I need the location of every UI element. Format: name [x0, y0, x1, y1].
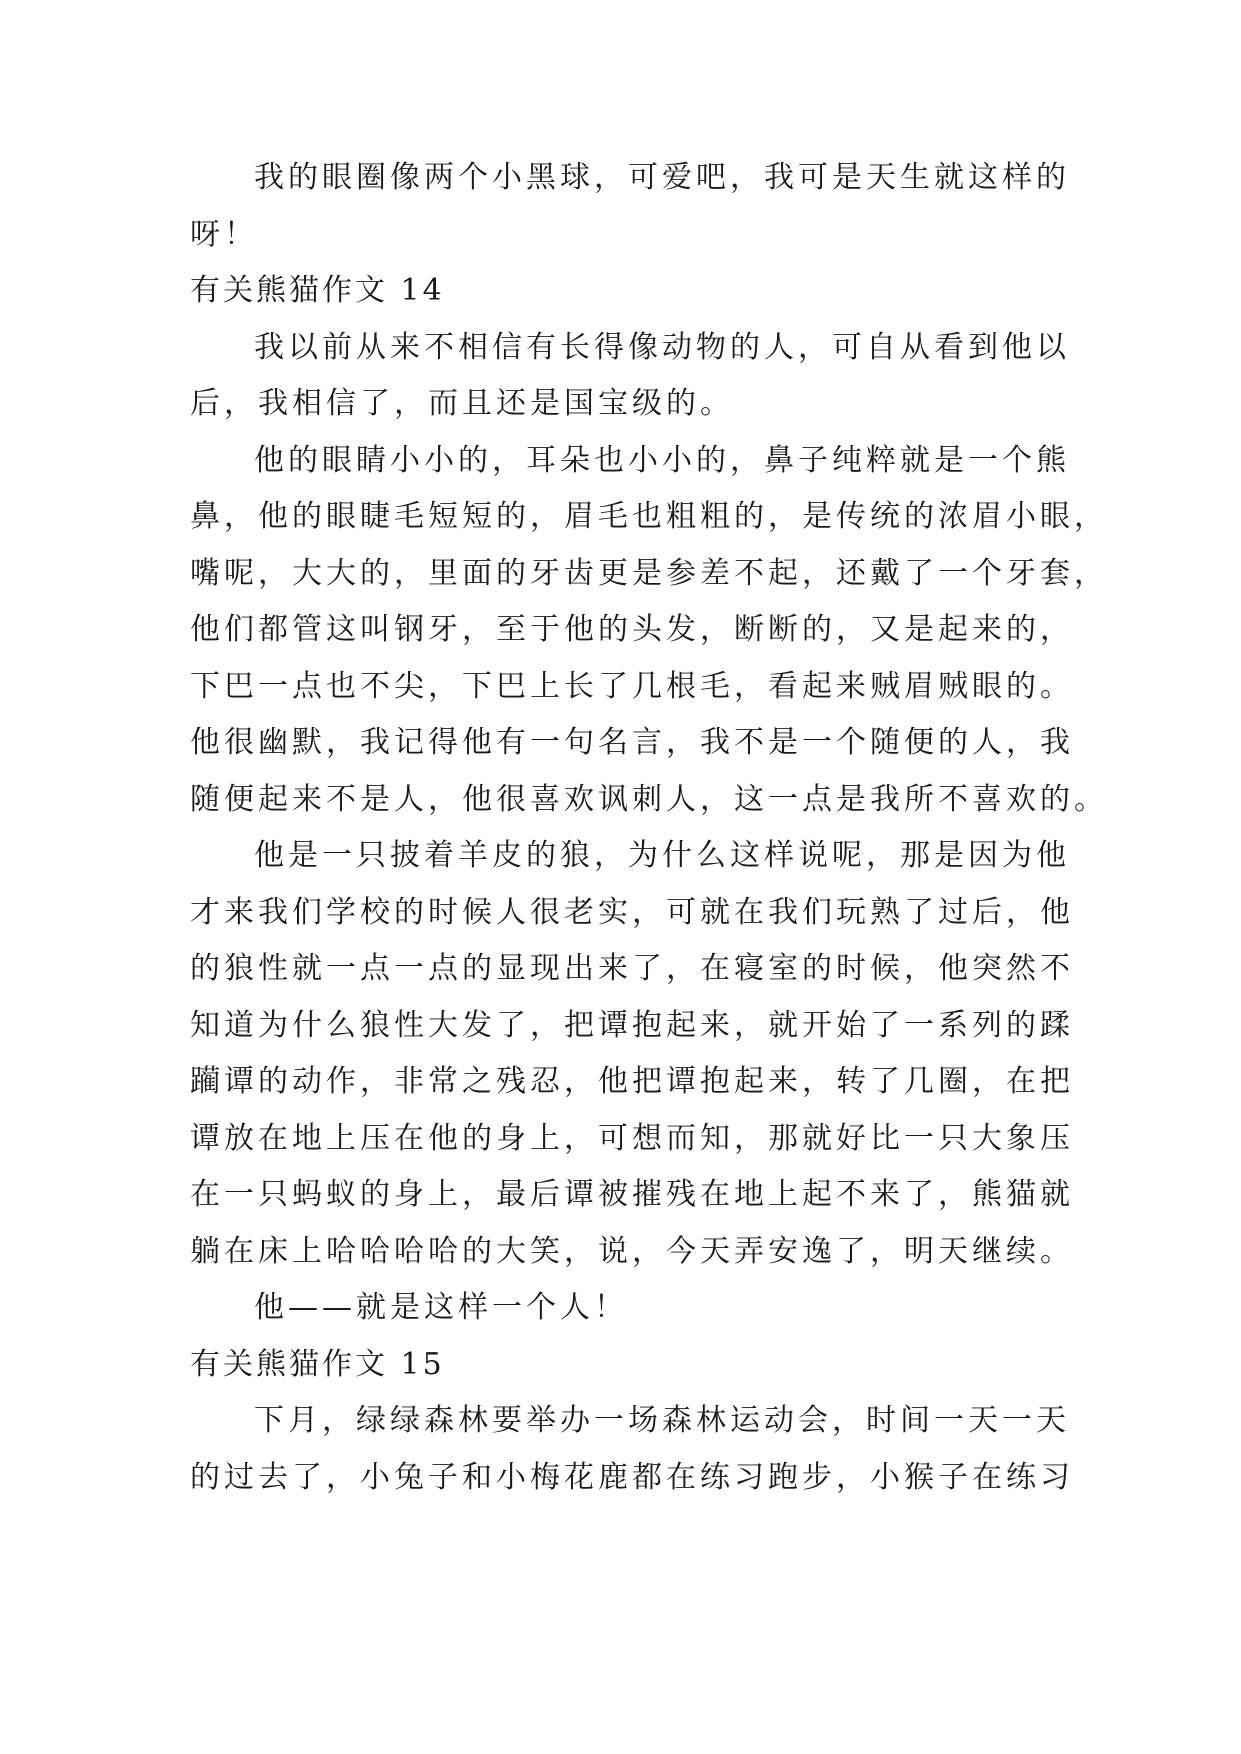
- text-line: 的狼性就一点一点的显现出来了，在寝室的时候，他突然不: [190, 951, 1074, 986]
- text-line: 鼻，他的眼睫毛短短的，眉毛也粗粗的，是传统的浓眉小眼，: [190, 499, 1108, 534]
- text-line: 他的眼睛小小的，耳朵也小小的，鼻子纯粹就是一个熊: [254, 442, 1070, 478]
- text-line: 的过去了，小兔子和小梅花鹿都在练习跑步，小猴子在练习: [190, 1459, 1074, 1495]
- text-line: 我的眼圈像两个小黑球，可爱吧，我可是天生就这样的: [254, 160, 1070, 195]
- text-line: 知道为什么狼性大发了，把谭抱起来，就开始了一系列的蹂: [190, 1007, 1074, 1043]
- text-line: 谭放在地上压在他的身上，可想而知，那就好比一只大象压: [190, 1120, 1074, 1156]
- text-line: 躺在床上哈哈哈哈的大笑，说，今天弄安逸了，明天继续。: [190, 1233, 1074, 1269]
- text-line: 我以前从来不相信有长得像动物的人，可自从看到他以: [254, 329, 1070, 365]
- essay-heading: 有关熊猫作文 15: [190, 1346, 445, 1382]
- text-line: 才来我们学校的时候人很老实，可就在我们玩熟了过后，他: [190, 894, 1074, 930]
- text-line: 在一只蚂蚁的身上，最后谭被摧残在地上起不来了，熊猫就: [190, 1177, 1074, 1212]
- essay-body: [190, 150, 1108, 1506]
- text-line: 他——就是这样一个人！: [254, 1290, 628, 1325]
- text-line: 随便起来不是人，他很喜欢讽刺人，这一点是我所不喜欢的。: [190, 781, 1108, 817]
- essay-heading: 有关熊猫作文 14: [190, 273, 445, 308]
- text-line: 下巴一点也不尖，下巴上长了几根毛，看起来贼眉贼眼的。: [190, 668, 1074, 704]
- text-line: 呀！: [190, 216, 258, 252]
- text-line: 后，我相信了，而且还是国宝级的。: [190, 386, 734, 421]
- text-line: 他是一只披着羊皮的狼，为什么这样说呢，那是因为他: [254, 838, 1070, 873]
- text-line: 他们都管这叫钢牙，至于他的头发，断断的，又是起来的，: [190, 612, 1074, 647]
- text-line: 嘴呢，大大的，里面的牙齿更是参差不起，还戴了一个牙套，: [190, 555, 1108, 591]
- text-line: 躏谭的动作，非常之残忍，他把谭抱起来，转了几圈，在把: [190, 1064, 1074, 1099]
- text-line: 下月，绿绿森林要举办一场森林运动会，时间一天一天: [254, 1403, 1070, 1438]
- text-line: 他很幽默，我记得他有一句名言，我不是一个随便的人，我: [190, 725, 1074, 760]
